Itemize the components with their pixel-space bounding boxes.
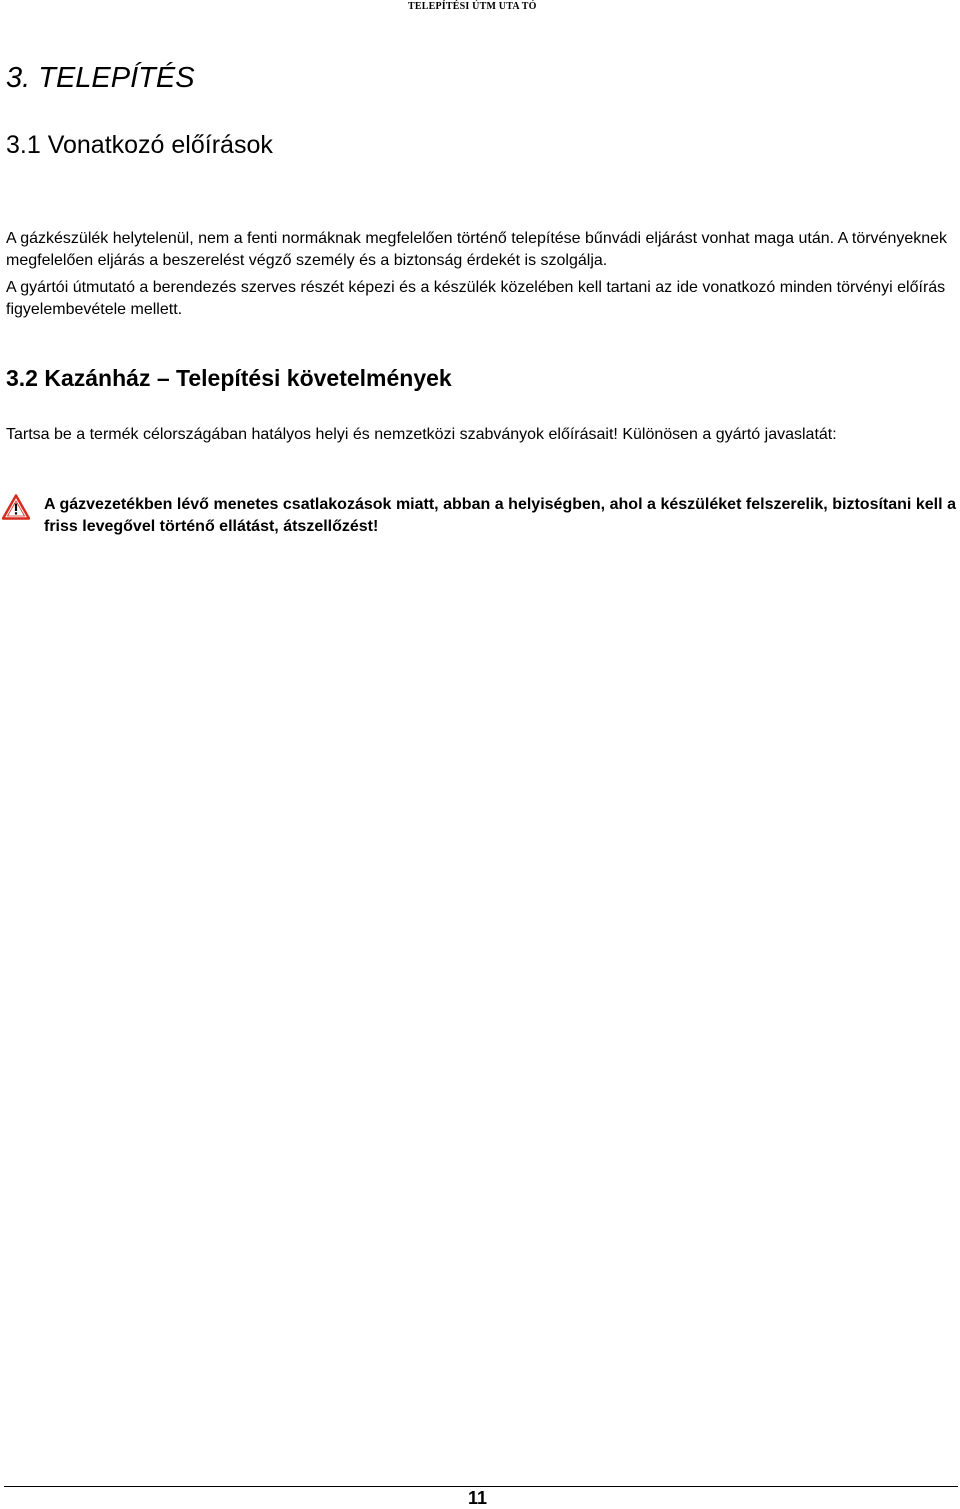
warning-triangle-icon — [2, 494, 30, 520]
paragraph-installation-liability: A gázkészülék helytelenül, nem a fenti normáknak megfelelően történő telepítése bűnvádi eljárást vonhat maga után. A törvényeknek megfelelően eljárás a beszerelést végző személy és a biztonság érdekét is szolgálja. — [6, 230, 948, 269]
warning-text: A gázvezetékben lévő menetes csatlakozások miatt, abban a helyiségben, ahol a készüléket felszerelik, biztosítani kell a friss levegővel történő ellátást, átszellőzést! — [44, 496, 956, 535]
section-title-regulations: 3.1 Vonatkozó előírások — [6, 131, 273, 159]
footer-divider — [4, 1486, 958, 1487]
warning-block — [2, 494, 956, 538]
paragraph-manual-retention: A gyártói útmutató a berendezés szerves részét képezi és a készülék közelében kell tartani az ide vonatkozó minden törvényi előírás figyelembevétele mellett. — [6, 279, 946, 318]
paragraph-standards: Tartsa be a termék célországában hatályos helyi és nemzetközi szabványok előírásait! Különösen a gyártó javaslatát: — [6, 426, 837, 443]
chapter-title: 3. TELEPÍTÉS — [6, 62, 195, 94]
page-number: 11 — [468, 1488, 488, 1508]
section-title-boiler-room: 3.2 Kazánház – Telepítési követelmények — [6, 365, 452, 391]
running-header: TELEPÍTÉSI ÚTM UTA TÓ — [408, 1, 537, 12]
